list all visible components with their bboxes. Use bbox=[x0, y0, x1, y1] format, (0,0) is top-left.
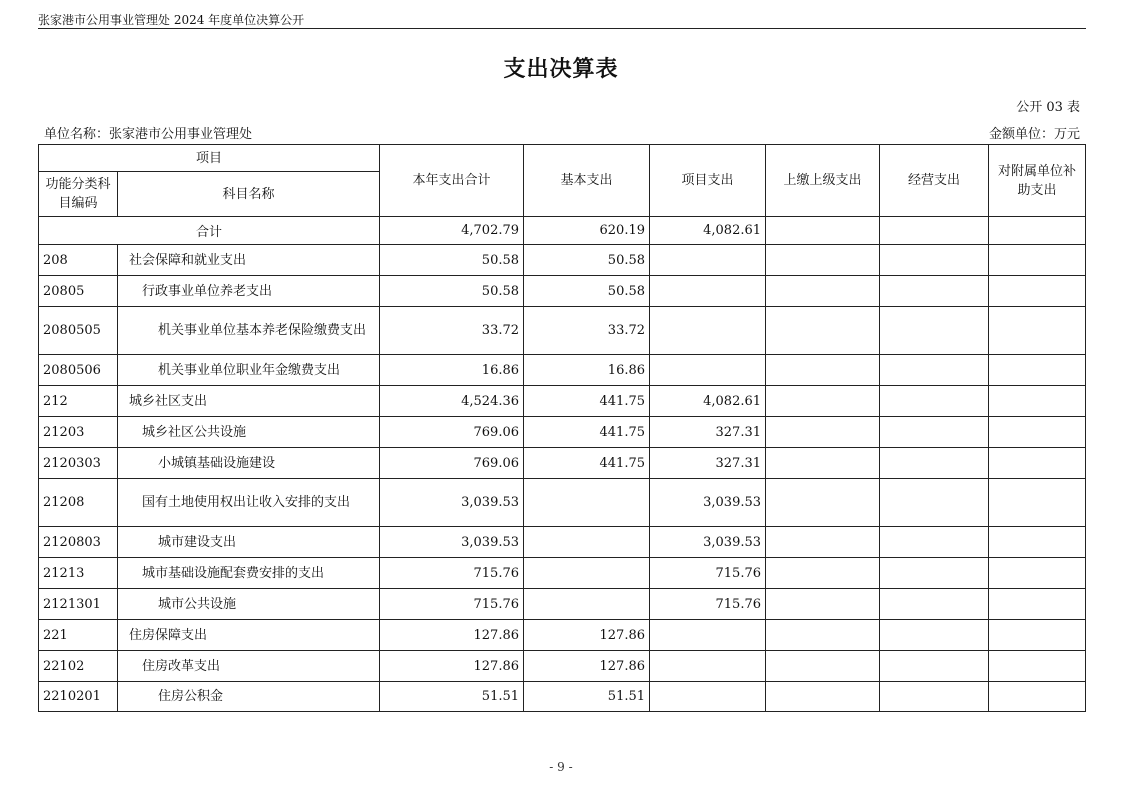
row-upper bbox=[766, 527, 880, 558]
row-name: 行政事业单位养老支出 bbox=[118, 276, 380, 307]
row-subsidy bbox=[989, 558, 1086, 589]
row-project: 327.31 bbox=[650, 417, 766, 448]
row-code: 2210201 bbox=[39, 682, 118, 712]
total-subsidy bbox=[989, 217, 1086, 245]
row-basic: 127.86 bbox=[524, 620, 650, 651]
row-name: 小城镇基础设施建设 bbox=[118, 448, 380, 479]
header-code: 功能分类科目编码 bbox=[39, 172, 118, 217]
row-subsidy bbox=[989, 355, 1086, 386]
row-code: 2080505 bbox=[39, 307, 118, 355]
row-subsidy bbox=[989, 651, 1086, 682]
form-number: 公开 03 表 bbox=[1016, 100, 1080, 115]
row-basic bbox=[524, 589, 650, 620]
row-name: 城市建设支出 bbox=[118, 527, 380, 558]
expenditure-table bbox=[38, 144, 1086, 712]
header-operating: 经营支出 bbox=[880, 145, 989, 217]
table-row bbox=[39, 620, 1086, 651]
row-operating bbox=[880, 276, 989, 307]
row-code: 221 bbox=[39, 620, 118, 651]
row-project: 715.76 bbox=[650, 589, 766, 620]
row-subsidy bbox=[989, 589, 1086, 620]
total-sum: 4,702.79 bbox=[380, 217, 524, 245]
row-project bbox=[650, 355, 766, 386]
row-code: 208 bbox=[39, 245, 118, 276]
row-basic: 127.86 bbox=[524, 651, 650, 682]
row-total: 769.06 bbox=[380, 448, 524, 479]
row-code: 21203 bbox=[39, 417, 118, 448]
row-subsidy bbox=[989, 620, 1086, 651]
table-row bbox=[39, 682, 1086, 712]
table-body bbox=[39, 217, 1086, 712]
row-name: 住房改革支出 bbox=[118, 651, 380, 682]
row-name: 住房保障支出 bbox=[118, 620, 380, 651]
row-operating bbox=[880, 620, 989, 651]
row-total: 50.58 bbox=[380, 245, 524, 276]
row-upper bbox=[766, 245, 880, 276]
row-project bbox=[650, 307, 766, 355]
row-code: 21208 bbox=[39, 479, 118, 527]
row-operating bbox=[880, 307, 989, 355]
row-name: 城乡社区公共设施 bbox=[118, 417, 380, 448]
row-project: 4,082.61 bbox=[650, 386, 766, 417]
row-code: 2120303 bbox=[39, 448, 118, 479]
row-total: 127.86 bbox=[380, 620, 524, 651]
row-subsidy bbox=[989, 527, 1086, 558]
row-basic: 441.75 bbox=[524, 386, 650, 417]
table-row bbox=[39, 307, 1086, 355]
row-project: 3,039.53 bbox=[650, 527, 766, 558]
row-total: 51.51 bbox=[380, 682, 524, 712]
header-basic: 基本支出 bbox=[524, 145, 650, 217]
row-subsidy bbox=[989, 479, 1086, 527]
row-subsidy bbox=[989, 448, 1086, 479]
page-title: 支出决算表 bbox=[503, 57, 619, 82]
row-upper bbox=[766, 386, 880, 417]
row-upper bbox=[766, 355, 880, 386]
row-upper bbox=[766, 448, 880, 479]
header-total: 本年支出合计 bbox=[380, 145, 524, 217]
row-total: 3,039.53 bbox=[380, 479, 524, 527]
row-code: 2121301 bbox=[39, 589, 118, 620]
table-row bbox=[39, 386, 1086, 417]
header-upper: 上缴上级支出 bbox=[766, 145, 880, 217]
row-total: 33.72 bbox=[380, 307, 524, 355]
table-row bbox=[39, 558, 1086, 589]
total-operating bbox=[880, 217, 989, 245]
table-row bbox=[39, 355, 1086, 386]
row-code: 20805 bbox=[39, 276, 118, 307]
row-upper bbox=[766, 651, 880, 682]
row-basic: 50.58 bbox=[524, 245, 650, 276]
table-row bbox=[39, 245, 1086, 276]
row-name: 城市公共设施 bbox=[118, 589, 380, 620]
row-project: 3,039.53 bbox=[650, 479, 766, 527]
page-number-value: 9 bbox=[557, 760, 565, 774]
total-label: 合计 bbox=[39, 217, 380, 245]
row-name: 国有土地使用权出让收入安排的支出 bbox=[118, 479, 380, 527]
row-upper bbox=[766, 276, 880, 307]
row-project bbox=[650, 276, 766, 307]
row-operating bbox=[880, 589, 989, 620]
row-code: 2080506 bbox=[39, 355, 118, 386]
row-basic: 50.58 bbox=[524, 276, 650, 307]
page-number: - 9 - bbox=[549, 760, 573, 774]
row-operating bbox=[880, 651, 989, 682]
row-total: 769.06 bbox=[380, 417, 524, 448]
row-upper bbox=[766, 589, 880, 620]
row-project bbox=[650, 682, 766, 712]
row-operating bbox=[880, 682, 989, 712]
table-row bbox=[39, 417, 1086, 448]
row-subsidy bbox=[989, 276, 1086, 307]
table-row bbox=[39, 589, 1086, 620]
row-project bbox=[650, 651, 766, 682]
row-subsidy bbox=[989, 307, 1086, 355]
header-divider bbox=[38, 28, 1086, 29]
total-row bbox=[39, 217, 1086, 245]
row-upper bbox=[766, 620, 880, 651]
row-project: 715.76 bbox=[650, 558, 766, 589]
row-basic bbox=[524, 527, 650, 558]
row-subsidy bbox=[989, 245, 1086, 276]
row-subsidy bbox=[989, 386, 1086, 417]
row-total: 715.76 bbox=[380, 589, 524, 620]
header-name: 科目名称 bbox=[118, 172, 380, 217]
row-upper bbox=[766, 479, 880, 527]
row-total: 4,524.36 bbox=[380, 386, 524, 417]
row-operating bbox=[880, 479, 989, 527]
row-operating bbox=[880, 355, 989, 386]
row-name: 机关事业单位职业年金缴费支出 bbox=[118, 355, 380, 386]
row-upper bbox=[766, 417, 880, 448]
row-total: 50.58 bbox=[380, 276, 524, 307]
header-project: 项目支出 bbox=[650, 145, 766, 217]
total-project: 4,082.61 bbox=[650, 217, 766, 245]
row-name: 城乡社区支出 bbox=[118, 386, 380, 417]
row-total: 16.86 bbox=[380, 355, 524, 386]
row-subsidy bbox=[989, 682, 1086, 712]
row-basic: 51.51 bbox=[524, 682, 650, 712]
row-upper bbox=[766, 307, 880, 355]
row-name: 社会保障和就业支出 bbox=[118, 245, 380, 276]
row-project bbox=[650, 245, 766, 276]
row-operating bbox=[880, 448, 989, 479]
row-operating bbox=[880, 386, 989, 417]
row-code: 22102 bbox=[39, 651, 118, 682]
row-name: 城市基础设施配套费安排的支出 bbox=[118, 558, 380, 589]
row-basic bbox=[524, 558, 650, 589]
row-name: 住房公积金 bbox=[118, 682, 380, 712]
row-total: 715.76 bbox=[380, 558, 524, 589]
row-basic: 441.75 bbox=[524, 417, 650, 448]
row-operating bbox=[880, 417, 989, 448]
table-row bbox=[39, 276, 1086, 307]
total-basic: 620.19 bbox=[524, 217, 650, 245]
row-total: 3,039.53 bbox=[380, 527, 524, 558]
row-operating bbox=[880, 558, 989, 589]
header-subsidy: 对附属单位补助支出 bbox=[989, 145, 1086, 217]
currency-unit: 金额单位：万元 bbox=[988, 127, 1080, 142]
row-basic: 33.72 bbox=[524, 307, 650, 355]
row-project: 327.31 bbox=[650, 448, 766, 479]
row-upper bbox=[766, 682, 880, 712]
unit-name: 单位名称：张家港市公用事业管理处 bbox=[44, 127, 253, 142]
header-item: 项目 bbox=[39, 145, 380, 172]
table-row bbox=[39, 448, 1086, 479]
total-upper bbox=[766, 217, 880, 245]
running-header: 张家港市公用事业管理处 2024 年度单位决算公开 bbox=[38, 13, 305, 27]
row-subsidy bbox=[989, 417, 1086, 448]
table-row bbox=[39, 527, 1086, 558]
row-basic: 16.86 bbox=[524, 355, 650, 386]
row-name: 机关事业单位基本养老保险缴费支出 bbox=[118, 307, 380, 355]
row-code: 212 bbox=[39, 386, 118, 417]
row-upper bbox=[766, 558, 880, 589]
table-row bbox=[39, 479, 1086, 527]
row-project bbox=[650, 620, 766, 651]
row-total: 127.86 bbox=[380, 651, 524, 682]
table-row bbox=[39, 651, 1086, 682]
row-code: 21213 bbox=[39, 558, 118, 589]
row-basic bbox=[524, 479, 650, 527]
row-code: 2120803 bbox=[39, 527, 118, 558]
row-basic: 441.75 bbox=[524, 448, 650, 479]
row-operating bbox=[880, 527, 989, 558]
row-operating bbox=[880, 245, 989, 276]
